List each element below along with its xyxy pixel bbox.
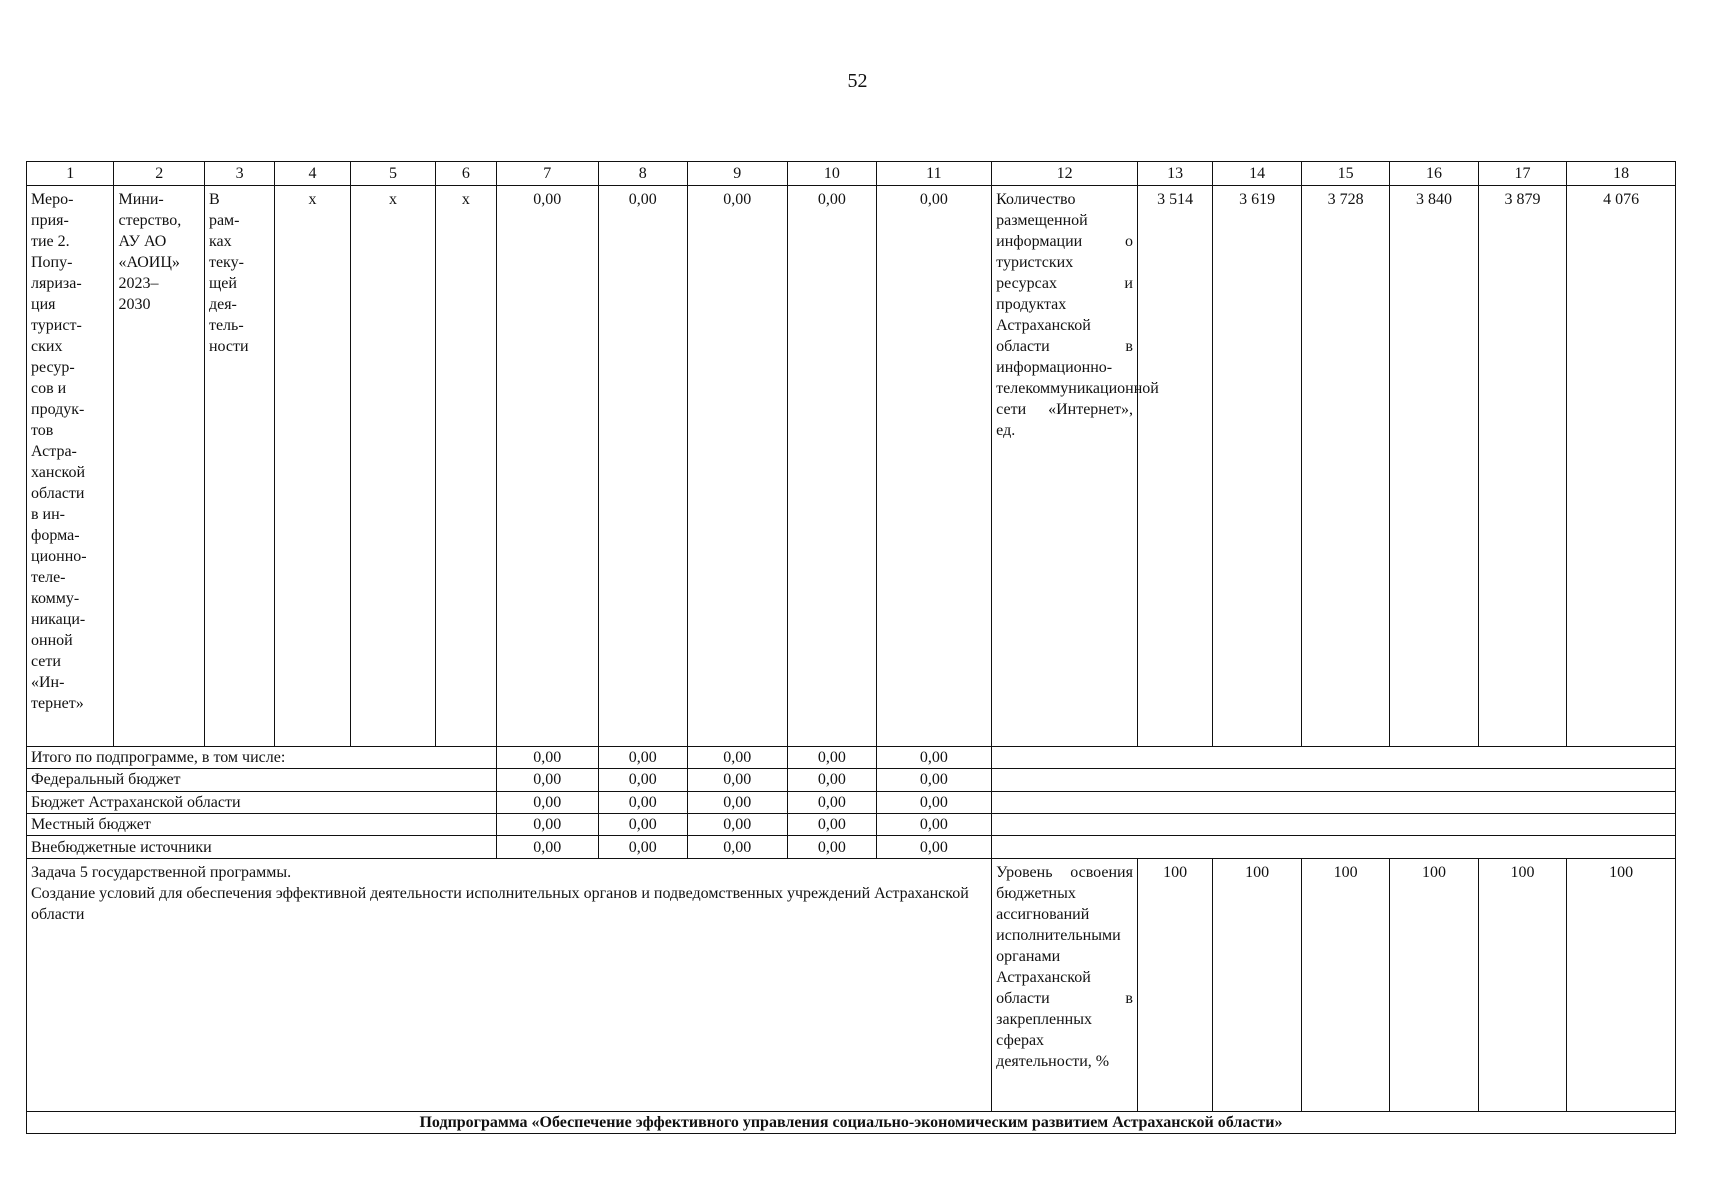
header-cell: 17 xyxy=(1478,162,1566,186)
indicator-value: 4 076 xyxy=(1567,186,1676,746)
activity-amount: 0,00 xyxy=(496,186,599,746)
header-cell: 18 xyxy=(1567,162,1676,186)
program-table xyxy=(26,161,1676,1134)
header-cell: 2 xyxy=(114,162,204,186)
header-row xyxy=(27,162,1676,186)
finance-value: 0,00 xyxy=(788,836,876,858)
finance-value: 0,00 xyxy=(876,746,992,768)
activity-name: Меро- прия- тие 2. Попу- ляриза- ция турист- ских ресур- сов и продук- тов Астра- ханской области в ин- форма- ционно- теле- комму- никаци- онной сети «Ин- тернет» xyxy=(27,186,114,746)
header-cell: 14 xyxy=(1213,162,1301,186)
activity-amount: 0,00 xyxy=(687,186,788,746)
task-value: 100 xyxy=(1301,858,1389,1111)
finance-row xyxy=(27,791,1676,813)
finance-label: Итого по подпрограмме, в том числе: xyxy=(27,746,497,768)
finance-row xyxy=(27,769,1676,791)
finance-value: 0,00 xyxy=(599,746,687,768)
header-cell: 13 xyxy=(1137,162,1212,186)
task-row xyxy=(27,858,1676,1111)
header-cell: 7 xyxy=(496,162,599,186)
indicator-value: 3 619 xyxy=(1213,186,1301,746)
subprogram-row xyxy=(27,1111,1676,1133)
finance-empty-cell xyxy=(992,791,1676,813)
header-cell: 8 xyxy=(599,162,687,186)
finance-value: 0,00 xyxy=(788,769,876,791)
finance-empty-cell xyxy=(992,814,1676,836)
finance-label: Федеральный бюджет xyxy=(27,769,497,791)
finance-value: 0,00 xyxy=(876,814,992,836)
activity-executor: Мини- стерство, АУ АО «АОИЦ» 2023– 2030 xyxy=(114,186,204,746)
activity-financing-note: В рам- ках теку- щей дея- тель- ности xyxy=(204,186,274,746)
finance-value: 0,00 xyxy=(788,746,876,768)
finance-value: 0,00 xyxy=(496,836,599,858)
finance-value: 0,00 xyxy=(599,814,687,836)
header-cell: 12 xyxy=(992,162,1138,186)
finance-value: 0,00 xyxy=(496,814,599,836)
finance-row xyxy=(27,836,1676,858)
finance-row xyxy=(27,814,1676,836)
finance-value: 0,00 xyxy=(687,769,788,791)
header-cell: 1 xyxy=(27,162,114,186)
finance-value: 0,00 xyxy=(687,814,788,836)
finance-value: 0,00 xyxy=(687,791,788,813)
task-value: 100 xyxy=(1478,858,1566,1111)
header-cell: 5 xyxy=(350,162,435,186)
indicator-value: 3 840 xyxy=(1390,186,1478,746)
finance-value: 0,00 xyxy=(876,791,992,813)
activity-indicator: Количество размещенной информации о туристских ресурсах и продуктах Астраханской области в информационно-телекоммуникационной сети «Интернет», ед. xyxy=(992,186,1138,746)
activity-amount: 0,00 xyxy=(876,186,992,746)
header-cell: 10 xyxy=(788,162,876,186)
finance-value: 0,00 xyxy=(788,814,876,836)
finance-row xyxy=(27,746,1676,768)
activity-row xyxy=(27,186,1676,746)
finance-value: 0,00 xyxy=(599,769,687,791)
finance-value: 0,00 xyxy=(496,791,599,813)
activity-col-4: х xyxy=(275,186,350,746)
activity-col-6: х xyxy=(436,186,496,746)
subprogram-title: Подпрограмма «Обеспечение эффективного управления социально-экономическим развитием Астраханской области» xyxy=(27,1111,1676,1133)
activity-amount: 0,00 xyxy=(599,186,687,746)
indicator-value: 3 514 xyxy=(1137,186,1212,746)
finance-value: 0,00 xyxy=(496,769,599,791)
task-value: 100 xyxy=(1213,858,1301,1111)
indicator-value: 3 728 xyxy=(1301,186,1389,746)
finance-value: 0,00 xyxy=(687,746,788,768)
finance-value: 0,00 xyxy=(687,836,788,858)
task-indicator: Уровень освоения бюджетных ассигнований исполнительными органами Астраханской области в закрепленных сферах деятельности, % xyxy=(992,858,1138,1111)
header-cell: 6 xyxy=(436,162,496,186)
header-cell: 11 xyxy=(876,162,992,186)
task-value: 100 xyxy=(1137,858,1212,1111)
finance-value: 0,00 xyxy=(876,769,992,791)
finance-empty-cell xyxy=(992,769,1676,791)
header-cell: 3 xyxy=(204,162,274,186)
activity-col-5: х xyxy=(350,186,435,746)
page-number: 52 xyxy=(847,70,868,92)
header-cell: 4 xyxy=(275,162,350,186)
task-value: 100 xyxy=(1567,858,1676,1111)
header-cell: 16 xyxy=(1390,162,1478,186)
finance-label: Местный бюджет xyxy=(27,814,497,836)
finance-label: Бюджет Астраханской области xyxy=(27,791,497,813)
finance-value: 0,00 xyxy=(599,836,687,858)
finance-value: 0,00 xyxy=(876,836,992,858)
header-cell: 15 xyxy=(1301,162,1389,186)
finance-value: 0,00 xyxy=(496,746,599,768)
finance-empty-cell xyxy=(992,746,1676,768)
task-value: 100 xyxy=(1390,858,1478,1111)
finance-value: 0,00 xyxy=(599,791,687,813)
task-text: Задача 5 государственной программы. Создание условий для обеспечения эффективной деятельности исполнительных органов и подведомственных учреждений Астраханской области xyxy=(27,858,992,1111)
finance-value: 0,00 xyxy=(788,791,876,813)
indicator-value: 3 879 xyxy=(1478,186,1566,746)
activity-amount: 0,00 xyxy=(788,186,876,746)
finance-empty-cell xyxy=(992,836,1676,858)
finance-label: Внебюджетные источники xyxy=(27,836,497,858)
header-cell: 9 xyxy=(687,162,788,186)
